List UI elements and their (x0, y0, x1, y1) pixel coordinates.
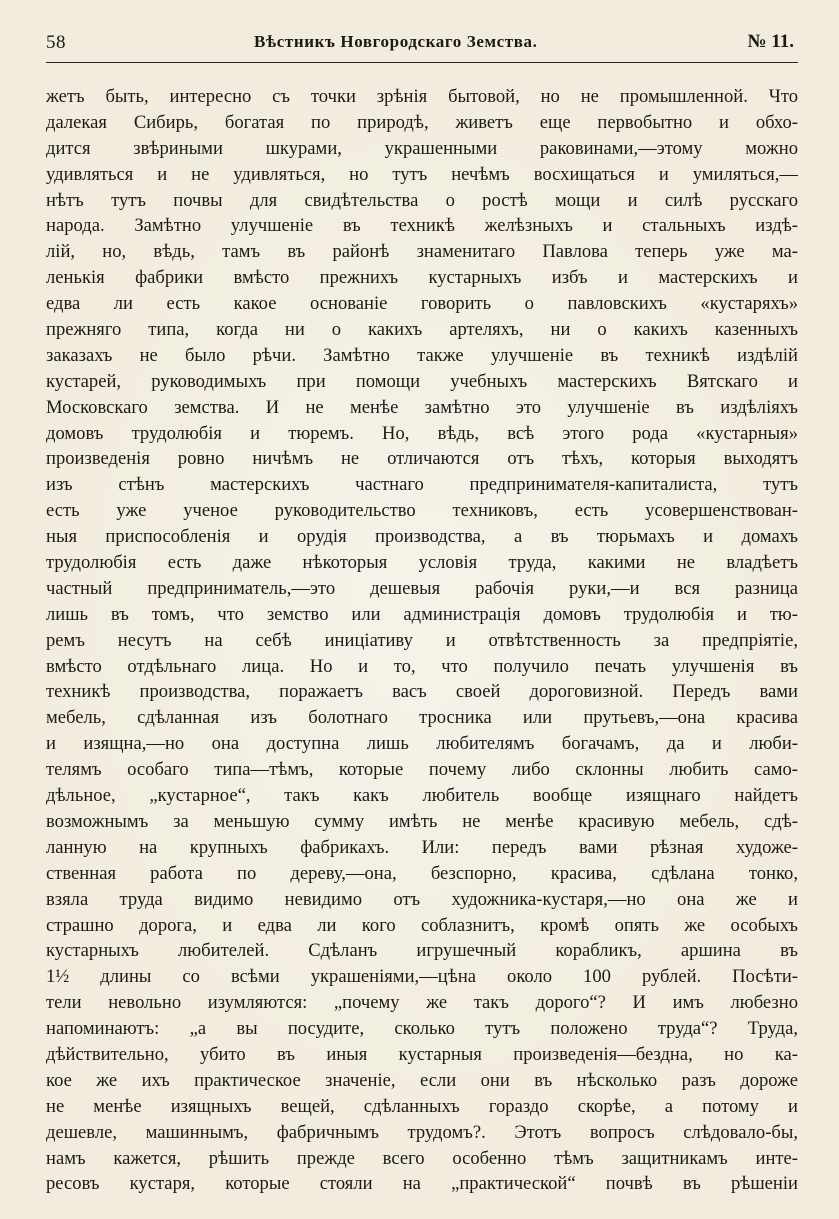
text-line: Московскаго земства. И не менѣе замѣтно это улучшеніе въ издѣліяхъ (46, 396, 798, 418)
text-line: ственная работа по дереву,—она, безспорно, красива, сдѣлана тонко, (46, 862, 798, 884)
text-line: возможнымъ за меньшую сумму имѣть не менѣе красивую мебель, сдѣ- (46, 810, 798, 832)
text-line: напоминаютъ: „а вы посудите, сколько тутъ положено труда“? Труда, (46, 1018, 798, 1040)
body-text (46, 84, 798, 1197)
text-line: дешевле, машиннымъ, фабричнымъ трудомъ?. Этотъ вопросъ слѣдовало-бы, (46, 1121, 798, 1143)
text-line: намъ кажется, рѣшить прежде всего особенно тѣмъ защитникамъ инте- (46, 1147, 798, 1169)
text-line: мебель, сдѣланная изъ болотнаго тросника или прутьевъ,—она красива (46, 707, 798, 729)
page-header (46, 26, 798, 60)
text-line: прежняго типа, когда ни о какихъ артеляхъ, ни о какихъ казенныхъ (46, 319, 798, 341)
text-line: трудолюбія есть даже нѣкоторыя условія труда, какими не владѣетъ (46, 552, 798, 574)
text-line: телямъ особаго типа—тѣмъ, которые почему либо склонны любить само- (46, 759, 798, 781)
text-line: и изящна,—но она доступна лишь любителямъ богачамъ, да и люби- (46, 733, 798, 755)
text-line: лишь въ томъ, что земство или администрація домовъ трудолюбія и тю- (46, 603, 798, 625)
text-line: заказахъ не было рѣчи. Замѣтно также улучшеніе въ техникѣ издѣлій (46, 344, 798, 366)
issue-number: № 11. (747, 31, 794, 52)
text-line: кустарей, руководимыхъ при помощи учебныхъ мастерскихъ Вятскаго и (46, 370, 798, 392)
text-line: частный предприниматель,—это дешевыя рабочія руки,—и вся разница (46, 577, 798, 599)
text-line: лій, но, вѣдь, тамъ въ районѣ знаменитаго Павлова теперь уже ма- (46, 241, 798, 263)
text-line: ресовъ кустаря, которые стояли на „практической“ почвѣ въ рѣшеніи (46, 1173, 798, 1195)
text-line: дится звѣриными шкурами, украшенными раковинами,—этому можно (46, 137, 798, 159)
text-line: 1½ длины со всѣми украшеніями,—цѣна около 100 рублей. Посѣти- (46, 966, 798, 988)
text-line: домовъ трудолюбія и тюремъ. Но, вѣдь, всѣ этого рода «кустарныя» (46, 422, 798, 444)
text-line: народа. Замѣтно улучшеніе въ техникѣ желѣзныхъ и стальныхъ издѣ- (46, 215, 798, 237)
text-line: дѣйствительно, убито въ иныя кустарныя произведенія—бездна, но ка- (46, 1043, 798, 1065)
text-line: произведенія ровно ничѣмъ не отличаются отъ тѣхъ, которыя выходятъ (46, 448, 798, 470)
text-line: не менѣе изящныхъ вещей, сдѣланныхъ гораздо скорѣе, а потому и (46, 1095, 798, 1117)
text-line: нѣтъ тутъ почвы для свидѣтельства о ростѣ мощи и силѣ русскаго (46, 189, 798, 211)
text-line: ремъ несутъ на себѣ иниціативу и отвѣтственность за предпріятіе, (46, 629, 798, 651)
running-title: Вѣстникъ Новгородскаго Земства. (254, 32, 538, 51)
text-line: техникѣ производства, поражаетъ васъ своей дороговизной. Передъ вами (46, 681, 798, 703)
text-line: страшно дорога, и едва ли кого соблазнитъ, кромѣ опять же особыхъ (46, 914, 798, 936)
text-line: взяла труда видимо невидимо отъ художника-кустаря,—но она же и (46, 888, 798, 910)
text-line: ланную на крупныхъ фабрикахъ. Или: передъ вами рѣзная художе- (46, 836, 798, 858)
text-line: ленькія фабрики вмѣсто прежнихъ кустарныхъ избъ и мастерскихъ и (46, 267, 798, 289)
text-line: далекая Сибирь, богатая по природѣ, живетъ еще первобытно и обхо- (46, 111, 798, 133)
text-line: тели невольно изумляются: „почему же такъ дорого“? И имъ любезно (46, 992, 798, 1014)
text-line: есть уже ученое руководительство техниковъ, есть усовершенствован- (46, 500, 798, 522)
text-line: кое же ихъ практическое значеніе, если они въ нѣсколько разъ дороже (46, 1069, 798, 1091)
page-number: 58 (46, 32, 66, 53)
text-line: кустарныхъ любителей. Сдѣланъ игрушечный корабликъ, аршина въ (46, 940, 798, 962)
text-line: едва ли есть какое основаніе говорить о павловскихъ «кустаряхъ» (46, 293, 798, 315)
header-rule (46, 62, 798, 63)
text-line: изъ стѣнъ мастерскихъ частнаго предпринимателя-капиталиста, тутъ (46, 474, 798, 496)
text-line: дѣльное, „кустарное“, такъ какъ любитель вообще изящнаго найдетъ (46, 785, 798, 807)
text-line: вмѣсто отдѣльнаго лица. Но и то, что получило печать улучшенія въ (46, 655, 798, 677)
text-line: ныя приспособленія и орудія производства, а въ тюрьмахъ и домахъ (46, 526, 798, 548)
text-line: жетъ быть, интересно съ точки зрѣнія бытовой, но не промышленной. Что (46, 86, 798, 107)
text-line: удивляться и не удивляться, но тутъ нечѣмъ восхищаться и умиляться,— (46, 163, 798, 185)
